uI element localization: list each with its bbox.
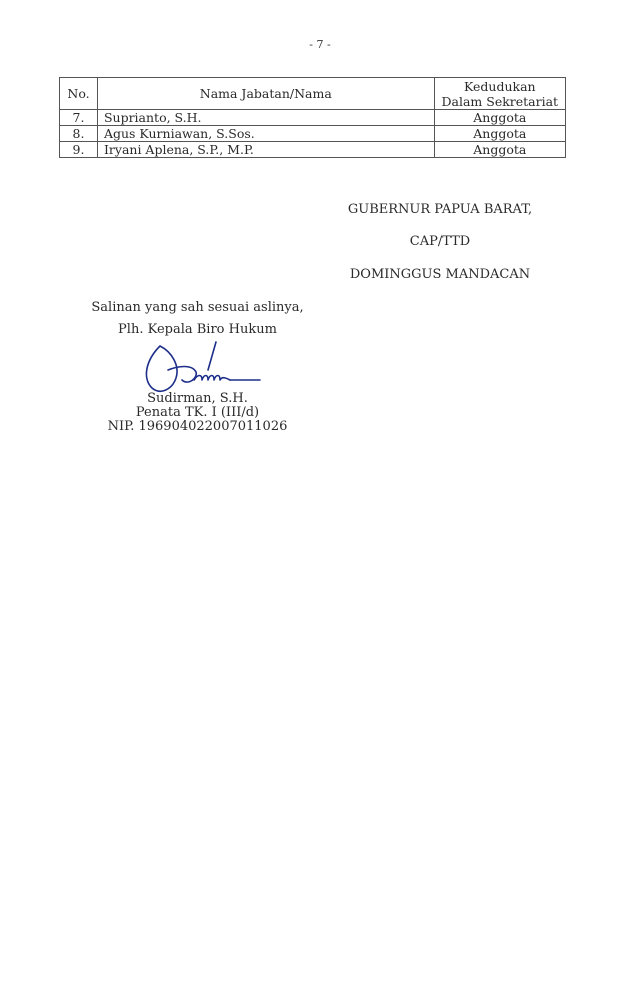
governor-name: DOMINGGUS MANDACAN <box>349 267 531 282</box>
header-position-line1: Kedudukan <box>464 78 536 94</box>
row-position: Anggota <box>434 142 565 158</box>
row-name: Agus Kurniawan, S.Sos. <box>97 126 434 142</box>
page-number: - 7 - <box>309 38 331 51</box>
header-no: No. <box>60 78 98 110</box>
governor-title: GUBERNUR PAPUA BARAT, <box>347 202 533 217</box>
row-number: 8. <box>60 126 98 142</box>
table-row <box>60 126 566 142</box>
official-nip: NIP. 196904022007011026 <box>107 419 288 434</box>
acting-head-office: Plh. Kepala Biro Hukum <box>118 322 277 337</box>
certified-copy-statement: Salinan yang sah sesuai aslinya, <box>91 300 304 315</box>
secretariat-table <box>59 77 566 158</box>
official-name: Sudirman, S.H. <box>147 391 248 406</box>
governor-stamp-note: CAP/TTD <box>409 234 471 249</box>
row-position: Anggota <box>434 110 565 126</box>
official-rank: Penata TK. I (III/d) <box>135 405 260 420</box>
row-number: 7. <box>60 110 98 126</box>
table-header-row <box>60 78 566 110</box>
header-name: Nama Jabatan/Nama <box>97 78 434 110</box>
row-number: 9. <box>60 142 98 158</box>
header-position-line2: Dalam Sekretariat <box>441 93 559 109</box>
header-position <box>434 78 565 110</box>
table-row <box>60 110 566 126</box>
row-name: Iryani Aplena, S.P., M.P. <box>97 142 434 158</box>
table-row <box>60 142 566 158</box>
handwritten-signature <box>138 340 266 396</box>
row-position: Anggota <box>434 126 565 142</box>
row-name: Suprianto, S.H. <box>97 110 434 126</box>
